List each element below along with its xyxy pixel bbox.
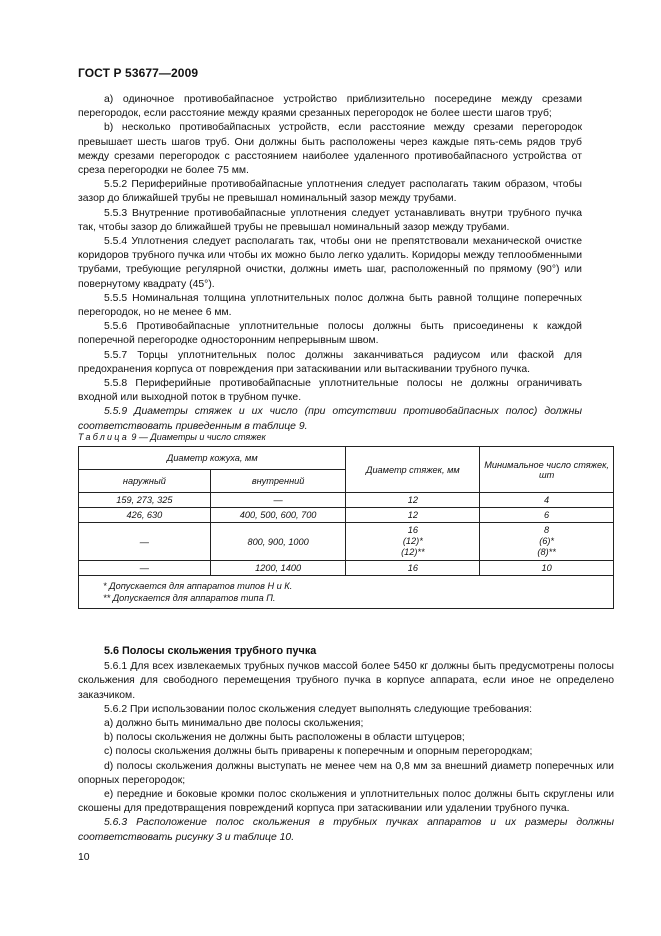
paragraph-5-5-3: 5.5.3 Внутренние противобайпасные уплотнения следует устанавливать внутри трубного пучка так, чтобы зазор до ближайшей трубы не превышал номинальный зазор между трубами. [78, 207, 582, 233]
cell-count: 6 [480, 508, 614, 523]
cell-count-alt1: (6)* [539, 536, 554, 546]
cell-diameter: 12 [346, 508, 480, 523]
paragraph-5-6-1: 5.6.1 Для всех извлекаемых трубных пучков массой более 5450 кг должны быть предусмотрены полосы скольжения для свободного перемещения трубного пучка в корпусе аппарата, если иное не определено заказчиком. [78, 661, 614, 701]
cell-outer: — [79, 523, 211, 561]
cell-inner: 800, 900, 1000 [210, 523, 346, 561]
cell-diameter-alt2: (12)** [401, 547, 425, 557]
document-header: ГОСТ Р 53677—2009 [78, 66, 199, 80]
paragraph-5-5-8: 5.5.8 Периферийные противобайпасные уплотнительные полосы не должны ограничивать входной или выходной поток в трубном пучке. [78, 378, 582, 404]
table-caption-title: 9 — Диаметры и число стяжек [128, 432, 266, 442]
cell-outer: — [79, 561, 211, 576]
cell-inner: 400, 500, 600, 700 [210, 508, 346, 523]
paragraph-5-5-7: 5.5.7 Торцы уплотнительных полос должны заканчиваться радиусом или фаской для предохранения корпуса от повреждения при затаскивании или вытаскивании трубного пучка. [78, 349, 582, 375]
cell-count: 4 [480, 493, 614, 508]
cell-outer: 426, 630 [79, 508, 211, 523]
header-inner: внутренний [210, 470, 346, 493]
table-caption [78, 432, 266, 442]
cell-count [480, 523, 614, 561]
table-row [79, 523, 614, 561]
table-caption-word: Таблица [78, 432, 129, 442]
cell-inner: 1200, 1400 [210, 561, 346, 576]
tie-rods-table [78, 446, 614, 609]
list-item-c: с) полосы скольжения должны быть приварены к поперечным и опорным перегородкам; [104, 746, 533, 758]
header-shell-diameter: Диаметр кожуха, мм [79, 447, 346, 470]
header-tie-diameter: Диаметр стяжек, мм [346, 447, 480, 493]
paragraph-5-5-2: 5.5.2 Периферийные противобайпасные уплотнения следует располагать таким образом, чтобы зазор до ближайшей трубы не превышал номинальный зазор между трубами. [78, 179, 582, 205]
list-item-b: b) полосы скольжения не должны быть расположены в области штуцеров; [104, 732, 465, 744]
table-row [79, 508, 614, 523]
table-row [79, 493, 614, 508]
paragraph-5-6-2: 5.6.2 При использовании полос скольжения следует выполнять следующие требования: [104, 703, 533, 715]
header-outer: наружный [79, 470, 211, 493]
table-note-2: ** Допускается для аппаратов типа П. [103, 593, 276, 603]
paragraph-5-5-5: 5.5.5 Номинальная толщина уплотнительных полос должна быть равной толщине поперечных перегородок, но не менее 6 мм. [78, 292, 582, 319]
list-item-a: а) должно быть минимально две полосы скольжения; [104, 718, 364, 730]
table-row [79, 561, 614, 576]
cell-diameter: 12 [346, 493, 480, 508]
list-item-d: d) полосы скольжения должны выступать не менее чем на 0,8 мм за внешний диаметр поперечных или опорных перегородок; [78, 760, 614, 786]
table-note-1: * Допускается для аппаратов типов Н и К. [103, 581, 293, 591]
cell-outer: 159, 273, 325 [79, 493, 211, 508]
cell-diameter [346, 523, 480, 561]
section-5-6 [78, 644, 614, 845]
paragraph-5-5-4: 5.5.4 Уплотнения следует располагать так, чтобы они не препятствовали механической очистке коридоров трубного пучка или чтобы их можно было легко удалить. Коридоры между теплообменными трубами, требующие регулярной очистки, должны иметь шаг, расположенный по прямому (90°) или повернутому квадрату (45°). [78, 236, 582, 290]
cell-diameter-main: 16 [407, 525, 418, 535]
cell-count-alt2: (8)** [537, 547, 556, 557]
header-min-count: Минимальное число стяжек, шт [480, 447, 614, 493]
paragraph-a: а) одиночное противобайпасное устройство приблизительно посередине между срезами перегородок, если расстояние между краями срезанных перегородок не более шести шагов труб; [78, 94, 582, 120]
cell-count-main: 8 [544, 525, 550, 535]
paragraph-5-5-9: 5.5.9 Диаметры стяжек и их число (при отсутствии противобайпасных полос) должны соответствовать приведенным в таблице 9. [78, 406, 582, 432]
body-text [78, 93, 582, 434]
list-item-e: е) передние и боковые кромки полос скольжения и уплотнительных полос должны быть скруглены или скошены для предотвращения повреждений корпуса при затаскивании или удалении трубного пучка. [78, 789, 614, 815]
paragraph-5-6-3: 5.6.3 Расположение полос скольжения в трубных пучках аппаратов и их размеры должны соответствовать рисунку 3 и таблице 10. [78, 817, 614, 843]
paragraph-b: b) несколько противобайпасных устройств, если расстояние между срезами перегородок превышает шесть шагов труб. Они должны быть расположены через каждые пять-семь рядов труб между срезами перегородок с расстоянием наиболее удаленного противобайпасного устройства от среза перегородки не более 75 мм. [78, 122, 582, 177]
cell-diameter-alt1: (12)* [402, 536, 423, 546]
paragraph-5-5-6: 5.5.6 Противобайпасные уплотнительные полосы должны быть присоединены к каждой поперечной перегородке односторонним непрерывным швом. [78, 321, 582, 347]
cell-count: 10 [480, 561, 614, 576]
section-title: 5.6 Полосы скольжения трубного пучка [104, 645, 317, 657]
table-notes [79, 576, 614, 609]
cell-diameter: 16 [346, 561, 480, 576]
page-number: 10 [78, 852, 90, 863]
cell-inner: — [210, 493, 346, 508]
